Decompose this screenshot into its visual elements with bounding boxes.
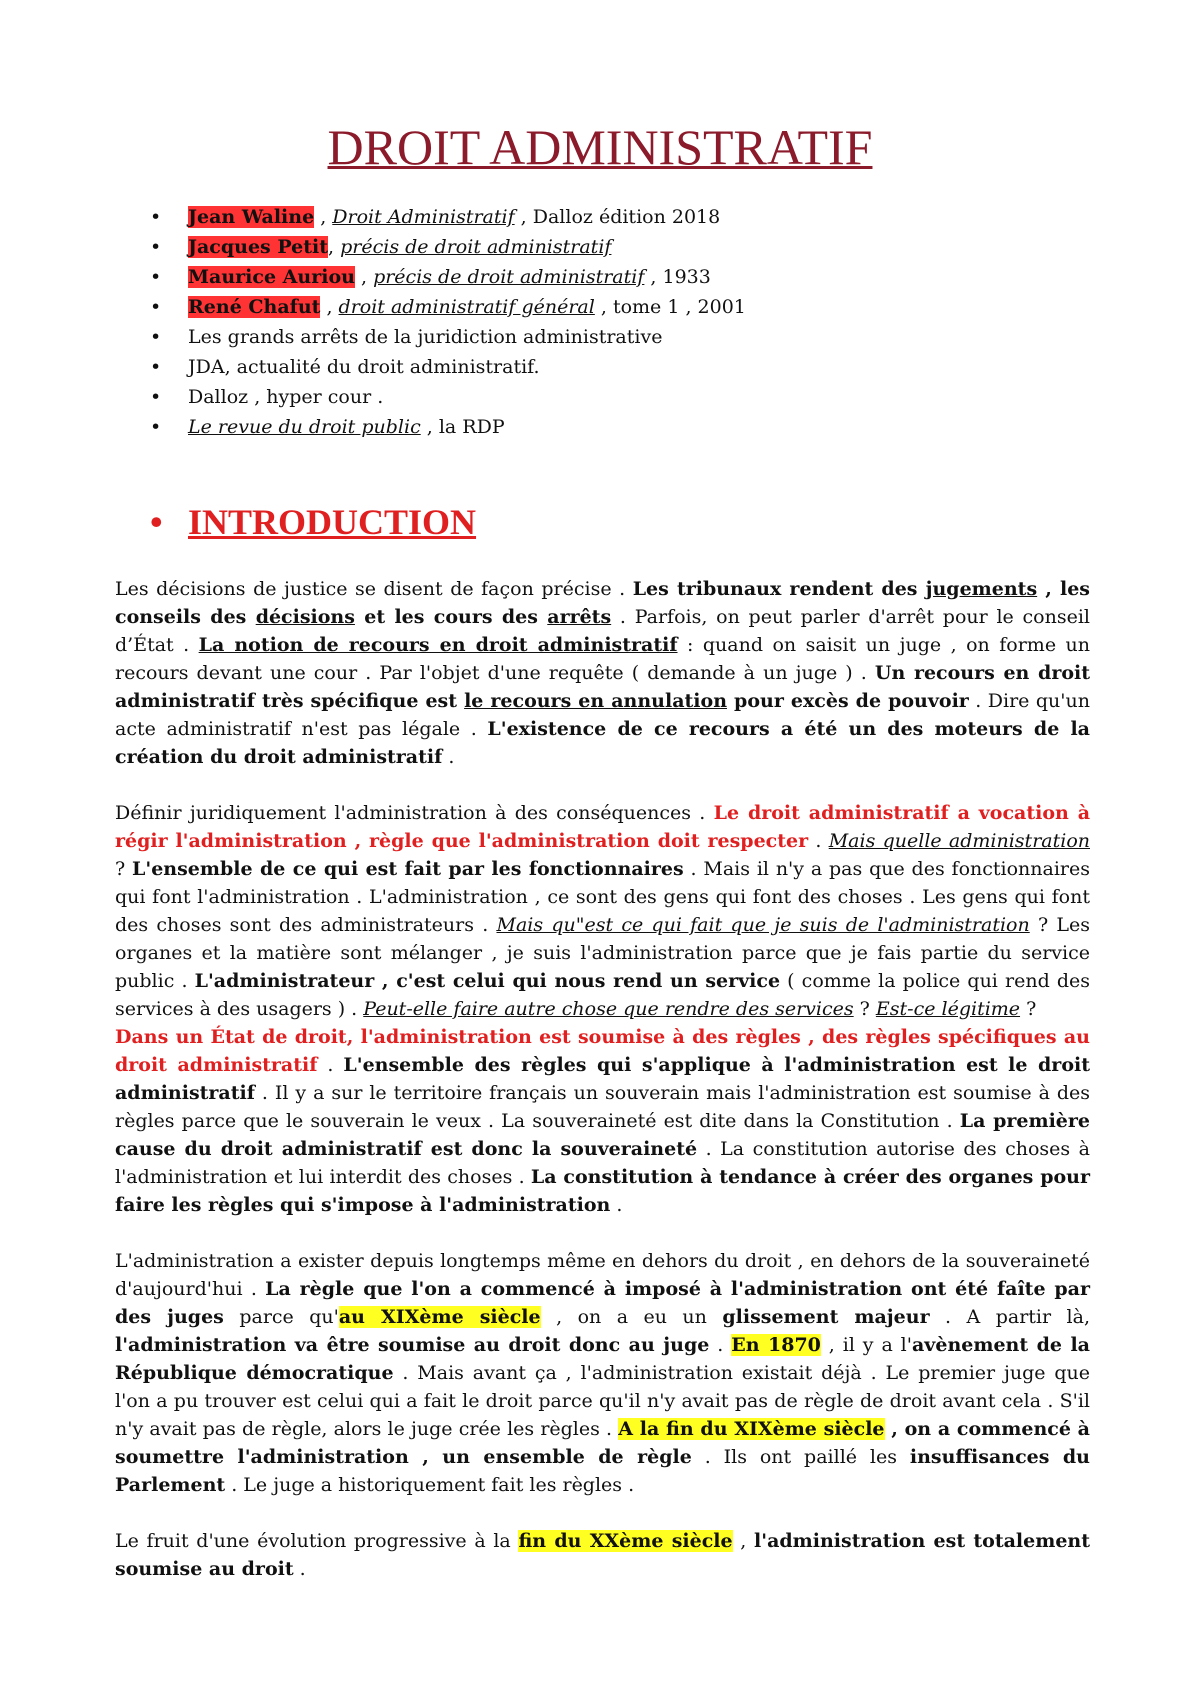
text-run: . xyxy=(709,1334,732,1356)
section-heading xyxy=(150,500,476,544)
work-title: précis de droit administratif xyxy=(340,236,612,258)
text-run: : quand on saisit un juge , on forme un recours devant une cour . Par l'objet d'une requête ( demande à un juge ) . xyxy=(115,634,1090,684)
text-run: . Dire qu'un acte administratif n'est pas légale . xyxy=(115,690,1090,740)
work-title: droit administratif général xyxy=(338,296,595,318)
bullet-icon: • xyxy=(150,386,162,408)
list-item xyxy=(150,322,1100,352)
highlighted-text: A la fin du XIXème siècle xyxy=(618,1418,885,1440)
text-run: . A partir là, xyxy=(929,1306,1090,1328)
text-run: La notion de recours en droit administratif xyxy=(198,634,678,656)
text-run: L'existence de ce recours a été un des moteurs de la création du droit administratif xyxy=(115,718,1090,768)
bullet-icon: • xyxy=(150,206,162,228)
list-item xyxy=(150,382,1100,412)
text-run: La constitution à tendance à créer des organes pour faire les règles qui s'impose à l'administration xyxy=(115,1166,1090,1216)
text-run: ? xyxy=(1020,998,1037,1020)
text-run: L'ensemble de ce qui est fait par les fonctionnaires xyxy=(132,858,684,880)
text-run: . Ils ont paillé les xyxy=(691,1446,910,1468)
paragraph xyxy=(115,1527,1090,1583)
list-item xyxy=(150,412,1100,442)
section-heading-text: INTRODUCTION xyxy=(188,502,477,542)
bullet-icon: • xyxy=(150,296,162,318)
work-details: , Dalloz édition 2018 xyxy=(514,206,721,228)
list-item xyxy=(150,292,1100,322)
highlighted-text: fin du XXème siècle xyxy=(518,1530,733,1552)
reference-text: Les grands arrêts de la juridiction administrative xyxy=(188,326,663,348)
work-details: , 1933 xyxy=(644,266,711,288)
text-run: La règle que l'on a commencé à imposé à l'administration ont été faîte par des juges xyxy=(115,1278,1091,1328)
text-run: arrêts xyxy=(547,606,612,628)
text-run: pour excès de pouvoir xyxy=(727,690,969,712)
author: Jean Waline xyxy=(188,206,315,228)
text-run: ? xyxy=(115,858,133,880)
text-run: . Mais il n'y a pas que des fonctionnaires qui font l'administration . L'administration , ce sont des gens qui font des choses . Les gens qui font des choses sont des administrateurs . xyxy=(115,858,1090,936)
bullet-icon: • xyxy=(150,356,162,378)
text-run: Dans un État de droit, l'administration est soumise à des règles , des règles spécifiques au droit administratif xyxy=(115,1026,1090,1076)
text-run: parce qu' xyxy=(223,1306,339,1328)
text-run: La première cause du droit administratif est donc la souveraineté xyxy=(115,1110,1090,1160)
reference-text: JDA, actualité du droit administratif. xyxy=(188,356,540,378)
text-run: Les tribunaux rendent des xyxy=(632,578,926,600)
bullet-icon: • xyxy=(150,236,162,258)
reference-text: Dalloz , hyper cour . xyxy=(188,386,384,408)
text-run: Mais qu"est ce qui fait que je suis de l'administration xyxy=(496,914,1030,936)
author: Maurice Auriou xyxy=(188,266,355,288)
text-run: L'administrateur , c'est celui qui nous rend un service xyxy=(194,970,781,992)
list-item xyxy=(150,352,1100,382)
text-run: , il y a l' xyxy=(820,1334,912,1356)
text-run: . Mais avant ça , l'administration existait déjà . Le premier juge que l'on a pu trouver est celui qui a fait le droit parce qu'il n'y avait pas de règle de droit avant cela . S'il n'y avait pas de règle, alors le juge crée les règles . xyxy=(115,1362,1090,1440)
text-run: jugements xyxy=(925,578,1038,600)
text-run: insuffisances du Parlement xyxy=(115,1446,1090,1496)
work-title: Droit Administratif xyxy=(332,206,515,228)
text-run: . xyxy=(610,1194,623,1216)
list-item xyxy=(150,232,1100,262)
separator: , xyxy=(354,266,374,288)
bullet-icon: • xyxy=(150,266,162,288)
text-run: décisions xyxy=(255,606,355,628)
bullet-icon: • xyxy=(150,416,162,438)
author: René Chafut xyxy=(188,296,321,318)
bullet-icon: • xyxy=(150,502,163,542)
text-run: Un recours en droit administratif très spécifique est xyxy=(115,662,1090,712)
text-run: ( comme la police qui rend des services à des usagers ) . xyxy=(115,970,1090,1020)
paragraph xyxy=(115,799,1090,1219)
list-item xyxy=(150,262,1100,292)
text-run: , les conseils des xyxy=(115,578,1090,628)
paragraph xyxy=(115,1247,1090,1499)
text-run: . Le juge a historiquement fait les règles . xyxy=(225,1474,635,1496)
text-run: Le droit administratif a vocation à régir l'administration , règle que l'administration doit respecter xyxy=(115,802,1091,852)
text-run: l'administration va être soumise au droit donc au juge xyxy=(115,1334,710,1356)
work-title: précis de droit administratif xyxy=(373,266,645,288)
bibliography-list xyxy=(150,202,1100,442)
text-run: Le fruit d'une évolution progressive à la xyxy=(115,1530,519,1552)
text-run: l'administration est totalement soumise au droit xyxy=(115,1530,1091,1580)
text-run: avènement de la République démocratique xyxy=(115,1334,1090,1384)
work-details: , tome 1 , 2001 xyxy=(594,296,746,318)
text-run: ? xyxy=(853,998,876,1020)
text-run: , xyxy=(732,1530,755,1552)
work-details: , la RDP xyxy=(420,416,505,438)
text-run: Définir juridiquement l'administration à des conséquences . xyxy=(115,802,714,824)
text-run: Les décisions de justice se disent de façon précise . xyxy=(115,578,633,600)
text-run: L'administration a exister depuis longtemps même en dehors du droit , en dehors de la souveraineté d'aujourd'hui . xyxy=(115,1250,1090,1300)
page-title: DROIT ADMINISTRATIF xyxy=(327,119,873,175)
text-run: Est-ce légitime xyxy=(875,998,1021,1020)
text-run: et les cours des xyxy=(354,606,548,628)
text-run: le recours en annulation xyxy=(464,690,728,712)
text-run: . xyxy=(293,1558,306,1580)
highlighted-text: au XIXème siècle xyxy=(338,1306,541,1328)
text-run: . xyxy=(442,746,455,768)
text-run: . La constitution autorise des choses à l'administration et lui interdit des choses . xyxy=(115,1138,1090,1188)
separator: , xyxy=(314,206,333,228)
work-title: Le revue du droit public xyxy=(188,416,421,438)
paragraph xyxy=(115,575,1090,771)
author: Jacques Petit xyxy=(188,236,329,258)
separator: , xyxy=(328,236,341,258)
highlighted-text: En 1870 xyxy=(731,1334,821,1356)
text-run: Peut-elle faire autre chose que rendre des services xyxy=(363,998,854,1020)
bullet-icon: • xyxy=(150,326,162,348)
text-run: , on a eu un xyxy=(540,1306,723,1328)
text-run: . xyxy=(317,1054,344,1076)
body-text xyxy=(115,575,1090,1611)
text-run: . Il y a sur le territoire français un souverain mais l'administration est soumise à des règles parce que le souverain le veux . La souveraineté est dite dans la Constitution . xyxy=(115,1082,1090,1132)
text-run: Mais quelle administration xyxy=(828,830,1090,852)
text-run: . xyxy=(808,830,829,852)
text-run: glissement majeur xyxy=(722,1306,930,1328)
text-run: ? Les organes et la matière sont mélanger , je suis l'administration parce que je fais partie du service public . xyxy=(115,914,1090,992)
separator: , xyxy=(320,296,339,318)
text-run: . Parfois, on peut parler d'arrêt pour le conseil d’État . xyxy=(115,606,1090,656)
list-item xyxy=(150,202,1100,232)
text-run: L'ensemble des règles qui s'applique à l'administration est le droit administratif xyxy=(115,1054,1090,1104)
text-run: , on a commencé à soumettre l'administration , un ensemble de règle xyxy=(115,1418,1090,1468)
